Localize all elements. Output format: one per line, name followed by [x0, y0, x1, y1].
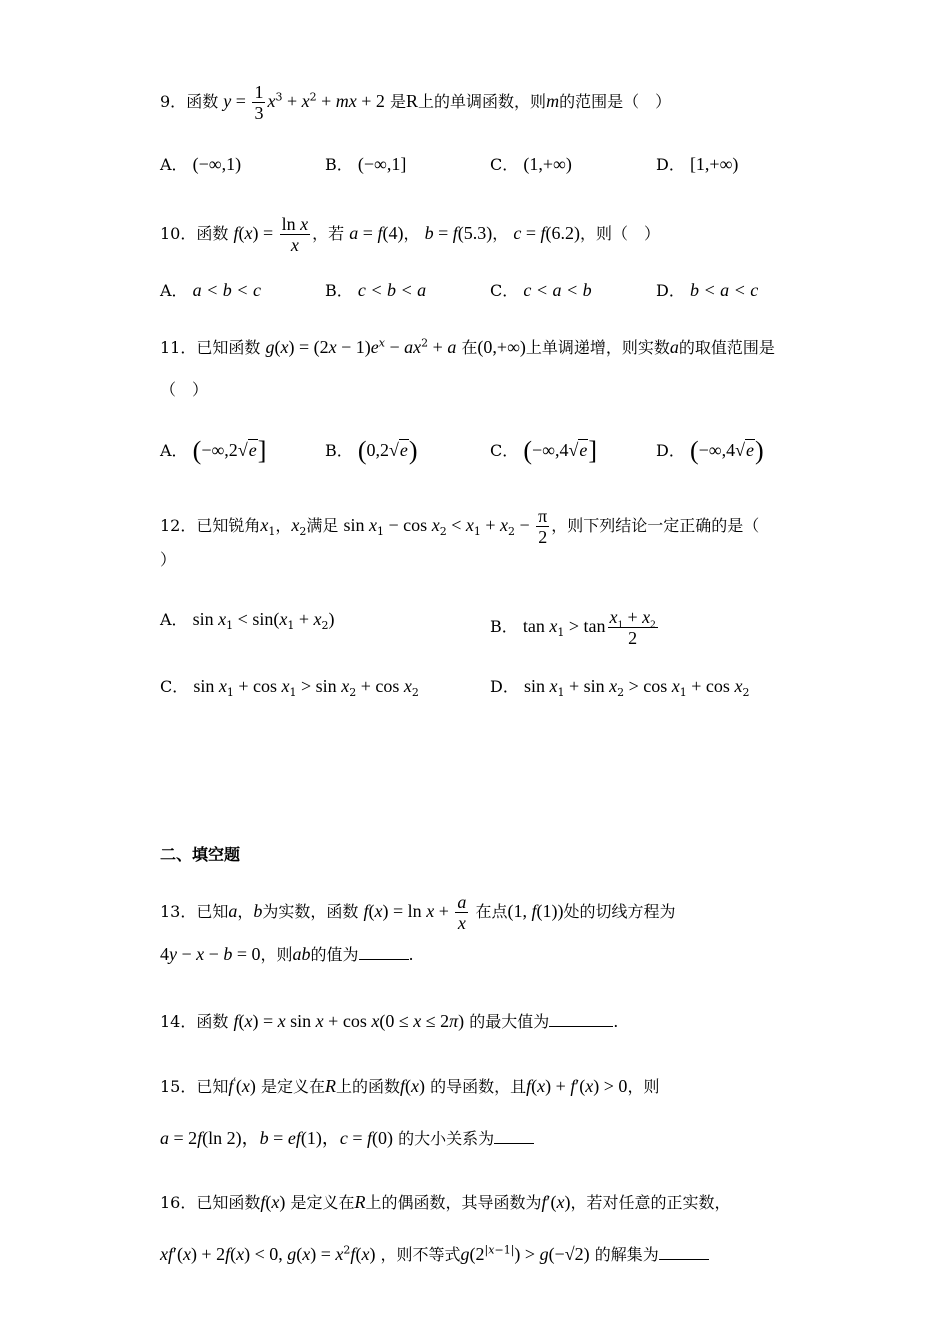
- question-9: 9．函数 y = $\frac{1}{3}$ $x^3 + x^2$ + mx + 2 是R上的单调函数，则m的范围是（ ）: [160, 82, 672, 123]
- q16-answer-blank[interactable]: [659, 1245, 709, 1260]
- q10-option-d[interactable]: D． b < a < c: [656, 280, 759, 300]
- question-11-cont: （ ）: [160, 380, 209, 399]
- q9-option-a[interactable]: A． (−∞,1): [160, 154, 242, 174]
- question-16: 16．已知函数f(x) 是定义在R上的偶函数，其导函数为f′(x)，若对任意的正实数，: [160, 1192, 731, 1212]
- q13-answer-blank[interactable]: [359, 945, 409, 960]
- question-12: 12．已知锐角$x_1$，$x_2$满足 $\sin x_1 - \cos x_2 < x_1 + x_2$ − $\frac{\pi}{2}$ ，则下列结论一定正确的是（: [160, 506, 760, 547]
- q12-option-b[interactable]: B． $\tan x_1 > \tan$ $\frac{x_1 + x_2}{2}$: [490, 607, 656, 648]
- question-16-cont: xf′(x) + 2f(x) < 0, $g(x) = x^2f(x)$ ，则不等式$g(2^{|x-1|}) > g(-√2)$ 的解集为: [160, 1244, 709, 1265]
- question-14: 14．函数 f(x) = x sin x + cos x(0 ≤ x ≤ 2π) 的最大值为 .: [160, 1011, 619, 1031]
- q9-option-c[interactable]: C． (1,+∞): [490, 154, 572, 174]
- q12-option-a[interactable]: A． $\sin x_1 < \sin(x_1 + x_2)$: [160, 609, 335, 633]
- question-13-cont: 4y − x − b = 0，则ab的值为 .: [160, 944, 414, 964]
- question-15-cont: a = 2f(ln 2)，b = ef(1)，c = f(0) 的大小关系为: [160, 1128, 534, 1149]
- q11-option-c[interactable]: C． (−∞,4√e]: [490, 436, 598, 465]
- q10-option-a[interactable]: A． a < b < c: [160, 280, 261, 300]
- question-11: 11．已知函数 $g(x) = (2x - 1)e^x - ax^2 + a$ 在(0,+∞)上单调递增，则实数a的取值范围是: [160, 336, 775, 357]
- question-10: 10．函数 f(x) = $\frac{\text{ln x}}{x}$ ，若 a = f(4)， b = f(5.3)， c = f(6.2)，则（ ）: [160, 214, 661, 255]
- question-12-cont: ）: [160, 550, 177, 569]
- q9-option-d[interactable]: D． [1,+∞): [656, 154, 739, 174]
- q11-option-b[interactable]: B． (0,2√e): [325, 436, 418, 465]
- section-heading: 二、填空题: [160, 845, 241, 864]
- q9-option-b[interactable]: B． (−∞,1]: [325, 154, 407, 174]
- q14-answer-blank[interactable]: [549, 1012, 613, 1027]
- q12-option-c[interactable]: C． $\sin x_1 + \cos x_1 > \sin x_2 + \cos x_2$: [160, 676, 419, 700]
- question-13: 13．已知a，b为实数，函数 f(x) = ln x + $\frac{a}{x}$ 在点(1, f(1))处的切线方程为: [160, 892, 676, 933]
- q15-answer-blank[interactable]: [494, 1129, 534, 1144]
- q11-option-a[interactable]: A． (−∞,2√e]: [160, 436, 267, 465]
- q12-option-d[interactable]: D． $\sin x_1 + \sin x_2 > \cos x_1 + \cos x_2$: [490, 676, 750, 700]
- question-15: 15．已知f′(x) 是定义在R上的函数f(x) 的导函数，且f(x) + f′(x) > 0，则: [160, 1075, 660, 1096]
- q10-option-b[interactable]: B． c < b < a: [325, 280, 427, 300]
- q10-option-c[interactable]: C． c < a < b: [490, 280, 592, 300]
- q11-option-d[interactable]: D． (−∞,4√e): [656, 436, 764, 465]
